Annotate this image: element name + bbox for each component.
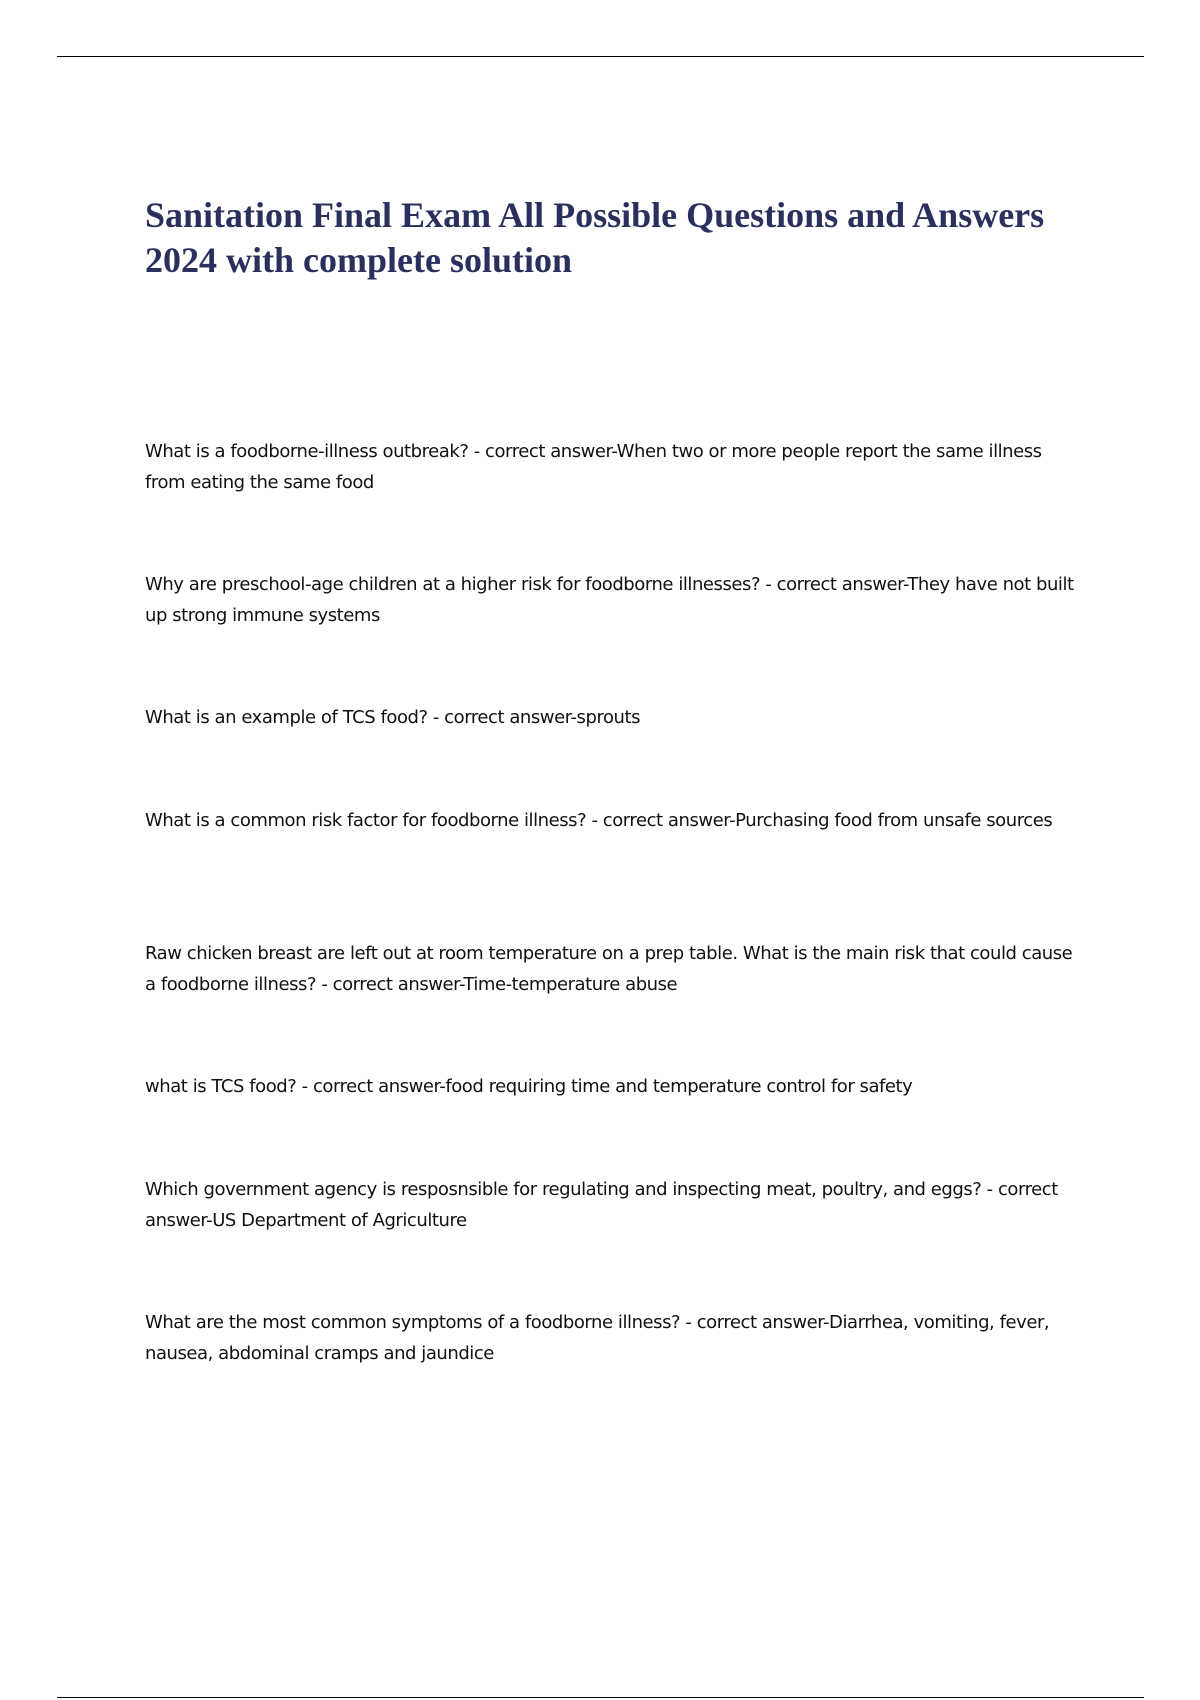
- qa-list: [145, 436, 1085, 1440]
- qa-item: What is a common risk factor for foodborne illness? - correct answer-Purchasing food from unsafe sources: [145, 810, 1053, 831]
- qa-item: What is an example of TCS food? - correct answer-sprouts: [145, 707, 641, 728]
- qa-item: Why are preschool-age children at a higher risk for foodborne illnesses? - correct answer-They have not built up strong immune systems: [145, 574, 1074, 626]
- qa-item: Which government agency is resposnsible for regulating and inspecting meat, poultry, and eggs? - correct answer-US Department of Agriculture: [145, 1179, 1058, 1231]
- qa-item: Raw chicken breast are left out at room temperature on a prep table. What is the main risk that could cause a foodborne illness? - correct answer-Time-temperature abuse: [145, 943, 1073, 995]
- qa-item: What are the most common symptoms of a foodborne illness? - correct answer-Diarrhea, vomiting, fever, nausea, abdominal cramps and jaundice: [145, 1312, 1050, 1364]
- document-title: Sanitation Final Exam All Possible Questions and Answers 2024 with complete solution: [145, 195, 1045, 280]
- qa-item: What is a foodborne-illness outbreak? - correct answer-When two or more people report the same illness from eating the same food: [145, 441, 1042, 493]
- bottom-divider: [57, 1697, 1144, 1698]
- qa-item: what is TCS food? - correct answer-food requiring time and temperature control for safety: [145, 1076, 913, 1097]
- top-divider: [57, 56, 1144, 57]
